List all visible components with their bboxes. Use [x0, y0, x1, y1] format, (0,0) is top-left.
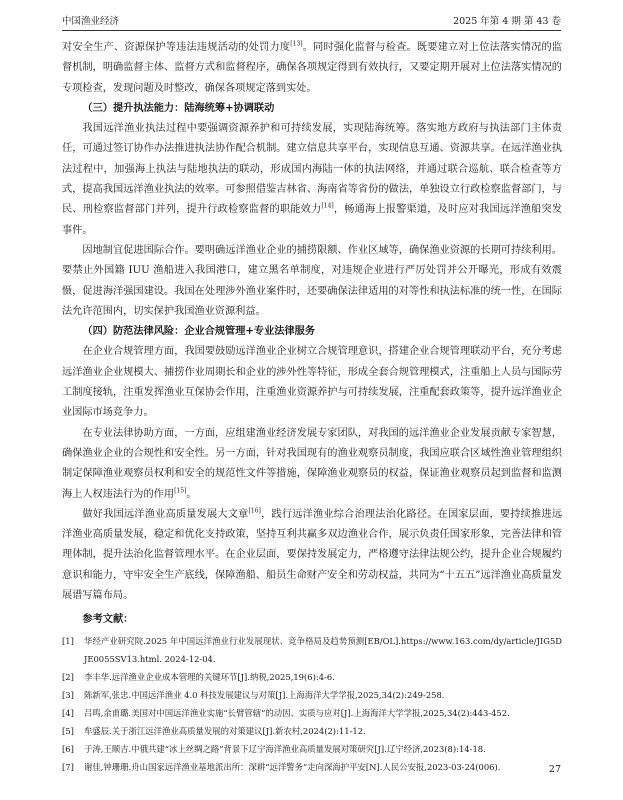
reference-number: [3] [62, 690, 74, 701]
citation: [14] [321, 202, 334, 210]
issue-info: 2025 年第 4 期 第 43 卷 [453, 16, 561, 27]
reference-number: [4] [62, 708, 74, 719]
section-heading: （四）防范法律风险：企业合规管理+专业法律服务 [82, 326, 316, 338]
reference-text: 牟盛辰.关于浙江远洋渔业高质量发展的对策建议[J].新农村,2024(2):11-12. [84, 726, 366, 737]
journal-name: 中国渔业经济 [62, 16, 120, 27]
reference-number: [7] [62, 762, 74, 773]
paragraph: 我国远洋渔业执法过程中要强调资源养护和可持续发展，实现陆海统筹。落实地方政府与执法部门主体责任，可通过签订协作办法推进执法协作配合机制。建立信息共享平台，实现信息互通、资源共享。在远洋渔业执法过程中，加强海上执法与陆地执法的联动，形成国内海陆一体的执法网络，并通过联合巡航、联合检查等方式，提高我国远洋渔业执法的效率。可参照借鉴吉林省、海南省等省份的做法，单独设立行政检察监督部门，与民、刑检察监督部门并列，提升行政检察监督的职能效力[14]，畅通海上报警渠道，及时应对我国远洋渔船突发事件。 [62, 123, 563, 236]
reference-number: [6] [62, 744, 74, 755]
section-heading: （三）提升执法能力：陆海统筹+协调联动 [82, 102, 275, 114]
reference-list [62, 632, 562, 776]
reference-text: 李丰华.远洋渔业企业成本管理的关键环节[J].纳税,2025,19(6):4-6. [84, 672, 335, 683]
running-header [62, 12, 561, 28]
citation: [15] [174, 487, 187, 495]
reference-item [62, 686, 562, 704]
reference-text: 陈新军,张忠.中国远洋渔业 4.0 科技发展建议与对策[J].上海海洋大学学报,2025,34(2):249-258. [84, 690, 445, 701]
reference-number: [1] [62, 636, 74, 647]
citation: [16] [248, 507, 261, 515]
reference-number: [5] [62, 726, 74, 737]
citation: [13] [290, 40, 303, 48]
paragraph: 在企业合规管理方面，我国要鼓励远洋渔业企业树立合规管理意识，搭建企业合规管理联动平台，充分考虑远洋渔业企业规模大、捕捞作业周期长和企业的涉外性等特征，形成全套合规管理模式，注重船上人员与国际劳工制度接轨，注重发挥渔业互保协会作用，注重渔业资源养护与可持续发展，注重配套政策等，提升远洋渔业企业国际市场竞争力。 [62, 346, 562, 419]
reference-text: 谢佳,钟珊珊.舟山国家远洋渔业基地派出所：深耕“远洋警务”走向深海护平安[N].人民公安报,2023-03-24(006). [84, 762, 501, 773]
header-rule [62, 30, 561, 31]
reference-item [62, 632, 562, 668]
reference-text: 吕鸣,余甫璐.美国对中国远洋渔业实施“长臂管辖”的动因、实质与应对[J].上海海洋大学学报,2025,34(2):443-452. [84, 708, 510, 719]
reference-text: 于涛,王顺吉.中俄共建“冰上丝绸之路”背景下辽宁海洋渔业高质量发展对策研究[J].辽宁经济,2023(8):14-18. [84, 744, 486, 755]
reference-item [62, 722, 562, 740]
paragraph: 做好我国远洋渔业高质量发展大文章[16]，践行远洋渔业综合治理法治化路径。在国家层面，要持续推进远洋渔业高质量发展，稳定和优化支持政策，坚持互利共赢多双边渔业合作，展示负责任国家形象，完善法律和管理体制，提升法治化监督管理水平。在企业层面，要保持发展定力，严格遵守法律法规公约，提升企业合规履约意识和能力，守牢安全生产底线，保障渔船、船员生命财产安全和劳动权益，共同为“十五五”远洋渔业高质量发展谱写篇布局。 [62, 507, 563, 602]
reference-item [62, 758, 562, 776]
reference-item [62, 704, 562, 722]
reference-text: 华经产业研究院.2025 年中国远洋渔业行业发展现状、竞争格局及趋势预测[EB/OL].https://www.163.com/dy/article/JIG5DJE0055SV13.html. 2024-12-04. [84, 636, 562, 665]
paragraph: 对安全生产、资源保护等违法违规活动的处罚力度[13]。同时强化监督与检查。既要建立对上位法落实情况的监督机制，明确监督主体、监督方式和监督程序，确保各项规定得到有效执行，又要定期开展对上位法落实情况的专项检查，发现问题及时整改，确保各项规定落到实处。 [62, 40, 563, 94]
paragraph: 因地制宜促进国际合作。要明确远洋渔业企业的捕捞限额、作业区域等，确保渔业资源的长期可持续利用。要禁止外国籍 IUU 渔船进入我国港口，建立黑名单制度，对违规企业进行严厉处罚并公开曝光，形成有效震慑，促进海洋强国建设。我国在处理涉外渔业案件时，还要确保法律适用的对等性和执法标准的统一性，在国际法允许范围内，切实保护我国渔业资源利益。 [62, 244, 562, 317]
paragraph: 在专业法律协助方面，一方面，应组建渔业经济发展专家团队，对我国的远洋渔业企业发展贡献专家智慧，确保渔业企业的合规性和安全性。另一方面，针对我国现有的渔业观察员制度，我国应联合区域性渔业管理组织制定保障渔业观察员权利和安全的规范性文件等措施，保障渔业观察员的权益，保证渔业观察员起到监督和监测海上人权违法行为的作用[15]。 [62, 427, 562, 500]
reference-item [62, 668, 562, 686]
reference-item [62, 740, 562, 758]
reference-number: [2] [62, 672, 74, 683]
page-number: 27 [548, 764, 561, 775]
article-body [62, 38, 562, 776]
references-heading: 参考文献： [82, 614, 134, 626]
